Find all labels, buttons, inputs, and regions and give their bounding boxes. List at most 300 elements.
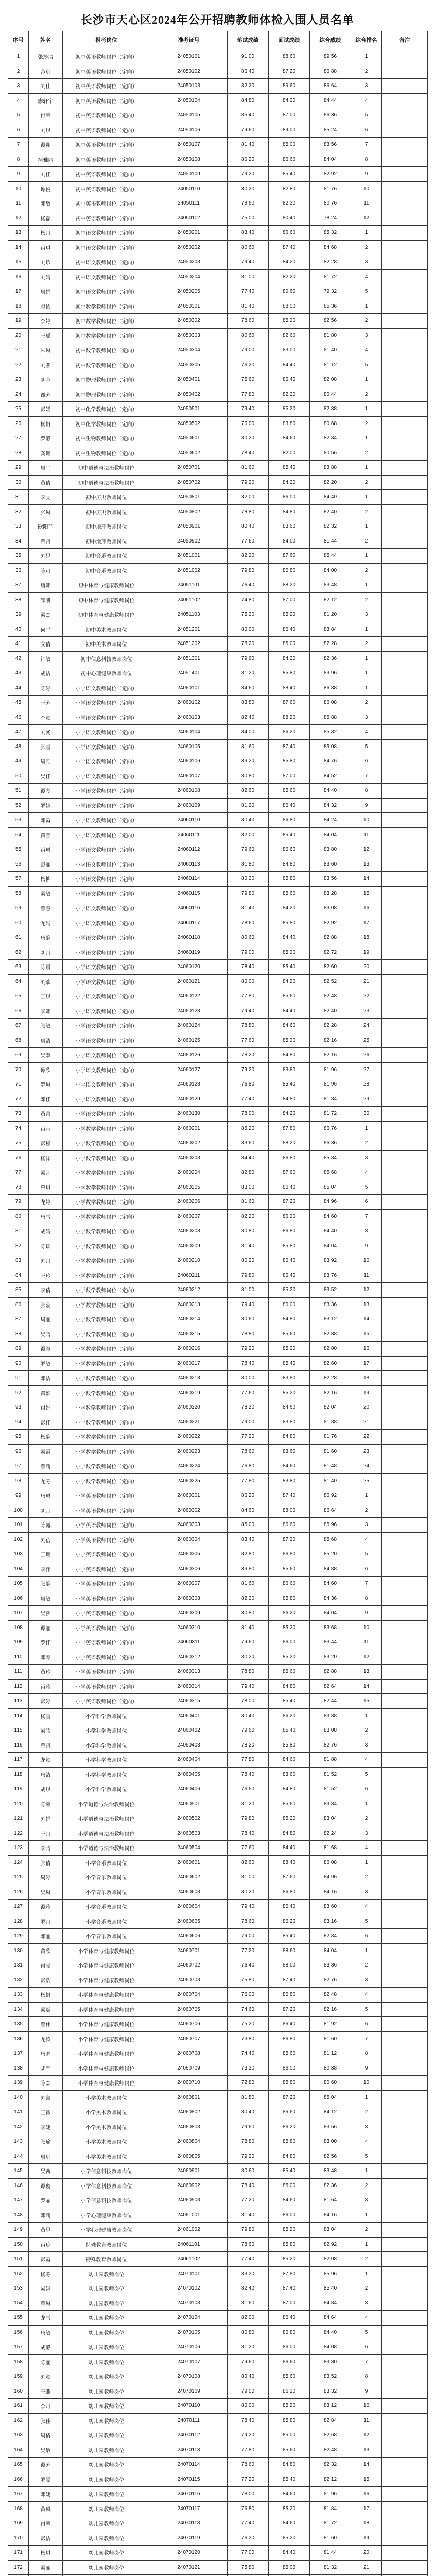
table-cell: 陈蓉 (29, 1797, 63, 1811)
table-cell: 86.60 (269, 226, 310, 241)
table-cell (382, 622, 428, 637)
table-row (8, 519, 428, 534)
table-cell: 12 (351, 1283, 382, 1298)
table-cell: 139 (8, 2076, 29, 2091)
table-cell: 82.40 (310, 1004, 351, 1019)
table-cell: 78.80 (228, 1019, 269, 1033)
table-cell: 小学语文教师岗位（定向） (63, 989, 150, 1004)
table-cell: 12 (351, 842, 382, 857)
table-row (8, 651, 428, 666)
table-cell: 81.60 (228, 2296, 269, 2311)
table-cell: 85.40 (269, 1723, 310, 1738)
table-body (8, 49, 428, 2576)
table-cell: 24060128 (150, 1077, 228, 1092)
table-cell: 77.20 (228, 2472, 269, 2487)
table-cell: 159 (8, 2369, 29, 2384)
table-cell: 153 (8, 2281, 29, 2296)
table-cell (382, 1327, 428, 1342)
table-cell: 85.60 (269, 989, 310, 1004)
table-cell: 1 (351, 2164, 382, 2179)
table-cell: 邓婕 (29, 2487, 63, 2502)
table-cell: 80.60 (228, 1312, 269, 1327)
table-row (8, 2560, 428, 2575)
table-cell (382, 1562, 428, 1577)
table-cell: 24060708 (150, 2046, 228, 2061)
table-cell: 75.00 (228, 211, 269, 226)
table-cell: 85.32 (310, 226, 351, 241)
table-cell: 87.40 (269, 739, 310, 754)
table-cell: 81.40 (228, 901, 269, 916)
table-cell: 81.40 (228, 1239, 269, 1253)
table-cell: 24060104 (150, 725, 228, 740)
table-cell: 84.80 (269, 504, 310, 519)
table-row (8, 284, 428, 299)
table-cell: 3 (351, 710, 382, 725)
table-cell (382, 666, 428, 681)
table-cell: 57 (8, 872, 29, 887)
table-cell (382, 2076, 428, 2091)
table-cell: 83.60 (228, 1136, 269, 1151)
table-cell: 8 (8, 152, 29, 167)
table-cell: 小学语文教师岗位（定向） (63, 769, 150, 784)
table-cell: 24050902 (150, 534, 228, 549)
table-cell (382, 1958, 428, 1973)
table-cell: 71 (8, 1077, 29, 1092)
table-cell: 82.20 (228, 79, 269, 94)
table-cell: 84.80 (269, 1782, 310, 1797)
table-cell: 2 (351, 1136, 382, 1151)
table-cell: 唐雪 (29, 1209, 63, 1224)
table-cell: 24060102 (150, 696, 228, 710)
table-cell: 24070105 (150, 2325, 228, 2340)
table-cell: 刘畅 (29, 725, 63, 740)
table-cell: 79 (8, 1195, 29, 1210)
table-cell: 124 (8, 1855, 29, 1870)
table-cell: 24060221 (150, 1415, 228, 1430)
table-cell: 82.88 (310, 930, 351, 945)
table-cell: 柯雅丽 (29, 152, 63, 167)
table-cell: 幼儿园教师岗位 (63, 2296, 150, 2311)
table-cell: 初中英语教师岗位（定向） (63, 79, 150, 94)
table-cell: 唐静 (29, 930, 63, 945)
table-cell: 80.60 (310, 2076, 351, 2091)
table-cell: 81.60 (228, 739, 269, 754)
table-cell: 80.20 (228, 1253, 269, 1268)
table-cell: 85.32 (310, 725, 351, 740)
table-cell: 罗晶 (29, 2193, 63, 2208)
table-row (8, 314, 428, 329)
table-row (8, 1092, 428, 1107)
table-cell: 79.60 (228, 651, 269, 666)
table-cell: 45 (8, 696, 29, 710)
table-cell: 126 (8, 1885, 29, 1900)
table-cell: 63 (8, 960, 29, 975)
table-cell: 83.20 (310, 1650, 351, 1665)
table-cell: 罗琳 (29, 1077, 63, 1092)
table-cell: 84.20 (269, 974, 310, 989)
table-cell: 87.60 (269, 549, 310, 564)
table-cell: 谭芳 (29, 2458, 63, 2472)
table-cell: 69 (8, 1048, 29, 1063)
table-cell: 83.56 (310, 138, 351, 152)
table-row (8, 1767, 428, 1782)
table-cell: 82.80 (310, 1342, 351, 1357)
table-cell: 83.20 (228, 2266, 269, 2281)
table-cell (382, 1283, 428, 1298)
table-row (8, 2208, 428, 2223)
table-cell: 97 (8, 1459, 29, 1474)
table-cell: 73 (8, 1107, 29, 1122)
table-row (8, 1811, 428, 1826)
table-cell: 85.20 (269, 1650, 310, 1665)
table-cell: 165 (8, 2458, 29, 2472)
table-cell: 4 (351, 1753, 382, 1768)
table-cell: 小学美术教师岗位 (63, 2134, 150, 2149)
table-cell: 83.60 (269, 1444, 310, 1459)
table-cell: 10 (351, 181, 382, 196)
table-cell: 86.80 (269, 2325, 310, 2340)
table-cell: 11 (8, 196, 29, 211)
table-row (8, 2531, 428, 2546)
header-cell: 备注 (382, 31, 428, 49)
table-cell: 1 (351, 402, 382, 417)
table-cell: 123 (8, 1841, 29, 1856)
table-cell: 3 (8, 79, 29, 94)
table-cell: 李婷 (29, 314, 63, 329)
table-cell: 24060203 (150, 1150, 228, 1165)
table-cell: 82.28 (310, 637, 351, 652)
table-cell: 24050106 (150, 123, 228, 138)
table-cell: 周宇 (29, 461, 63, 476)
table-cell: 24050102 (150, 64, 228, 79)
table-row (8, 1665, 428, 1680)
table-cell: 24070119 (150, 2531, 228, 2546)
table-cell: 24060223 (150, 1444, 228, 1459)
table-row (8, 930, 428, 945)
table-cell: 初中生物教师岗位（定向） (63, 431, 150, 446)
table-row (8, 549, 428, 564)
table-cell (382, 592, 428, 607)
table-cell: 初中美术教师岗位 (63, 637, 150, 652)
table-cell: 14 (351, 872, 382, 887)
table-cell: 78.20 (228, 1738, 269, 1753)
table-cell: 24060217 (150, 1356, 228, 1371)
table-cell: 84.20 (269, 901, 310, 916)
table-cell: 3 (351, 2120, 382, 2134)
table-cell: 83.40 (228, 1532, 269, 1547)
table-row (8, 1473, 428, 1488)
table-cell (382, 1900, 428, 1914)
table-cell: 85.24 (310, 123, 351, 138)
table-row (8, 2311, 428, 2326)
table-cell: 20 (351, 1400, 382, 1415)
table-cell: 12 (351, 2428, 382, 2443)
table-row (8, 827, 428, 842)
table-cell: 82.88 (310, 1665, 351, 1680)
table-cell: 82.08 (310, 372, 351, 387)
table-cell: 24060312 (150, 1650, 228, 1665)
table-cell: 88.60 (269, 1943, 310, 1958)
table-cell: 84.08 (310, 2340, 351, 2355)
table-cell: 2 (351, 240, 382, 255)
table-cell: 7 (351, 1209, 382, 1224)
table-cell (382, 475, 428, 490)
table-cell (382, 1356, 428, 1371)
table-cell (382, 1415, 428, 1430)
table-cell: 李颖 (29, 710, 63, 725)
table-cell: 初中体育与健康教师岗位 (63, 607, 150, 622)
table-cell: 小学体育与健康教师岗位 (63, 2002, 150, 2017)
table-cell (382, 1385, 428, 1400)
table-cell: 24060315 (150, 1694, 228, 1709)
table-cell: 79.80 (228, 886, 269, 901)
table-cell: 10 (351, 1253, 382, 1268)
table-cell: 83.60 (269, 519, 310, 534)
table-cell: 81.72 (310, 269, 351, 284)
table-cell: 曾琳 (29, 2296, 63, 2311)
table-cell: 84.20 (269, 93, 310, 108)
table-cell: 47 (8, 725, 29, 740)
table-cell (382, 1092, 428, 1107)
table-cell: 82.20 (269, 269, 310, 284)
table-cell: 83.48 (310, 578, 351, 593)
table-cell: 82.16 (310, 2002, 351, 2017)
table-cell: 24060703 (150, 1973, 228, 1988)
table-cell: 86.20 (269, 1708, 310, 1723)
table-cell: 9 (8, 167, 29, 182)
table-cell: 82.76 (310, 1973, 351, 1988)
table-row (8, 1253, 428, 1268)
table-cell: 83.56 (310, 2120, 351, 2134)
table-row (8, 1606, 428, 1621)
table-cell: 83.40 (228, 226, 269, 241)
table-cell: 24060209 (150, 1239, 228, 1253)
table-cell: 76.40 (228, 1958, 269, 1973)
table-row (8, 1723, 428, 1738)
table-cell: 85.04 (310, 1180, 351, 1195)
table-cell: 肖琳 (29, 842, 63, 857)
table-cell: 82.84 (310, 1929, 351, 1944)
table-cell: 70 (8, 1062, 29, 1077)
table-cell: 141 (8, 2105, 29, 2120)
table-cell: 15 (351, 1694, 382, 1709)
table-cell: 小学信息科技教师岗位 (63, 2164, 150, 2179)
table-cell: 48 (8, 739, 29, 754)
table-cell: 肖强 (29, 1958, 63, 1973)
table-cell: 82.44 (310, 1694, 351, 1709)
table-cell: 小学英语教师岗位（定向） (63, 1591, 150, 1606)
table-row (8, 696, 428, 710)
table-cell (382, 181, 428, 196)
table-cell: 24060202 (150, 1136, 228, 1151)
table-cell: 1 (351, 578, 382, 593)
table-cell (382, 2266, 428, 2281)
table-cell: 32 (8, 504, 29, 519)
table-cell: 25 (351, 1473, 382, 1488)
table-cell: 初中英语教师岗位（定向） (63, 108, 150, 123)
table-cell: 75.20 (228, 607, 269, 622)
table-cell: 133 (8, 1988, 29, 2003)
table-cell: 24060309 (150, 1606, 228, 1621)
table-row (8, 1855, 428, 1870)
table-cell: 6 (351, 1782, 382, 1797)
table-cell: 81.60 (310, 2031, 351, 2046)
table-cell: 36 (8, 563, 29, 578)
table-cell: 85.60 (269, 2046, 310, 2061)
table-cell: 4 (351, 725, 382, 740)
table-cell (382, 2369, 428, 2384)
table-cell: 小学道德与法治教师岗位 (63, 1841, 150, 1856)
table-cell: 154 (8, 2296, 29, 2311)
table-cell: 146 (8, 2178, 29, 2193)
table-cell: 小学语文教师岗位（定向） (63, 710, 150, 725)
table-cell: 24051102 (150, 592, 228, 607)
table-row (8, 1077, 428, 1092)
table-cell: 邓敏 (29, 196, 63, 211)
table-cell: 初中英语教师岗位（定向） (63, 181, 150, 196)
table-cell: 小学体育与健康教师岗位 (63, 2017, 150, 2032)
table-cell (382, 108, 428, 123)
table-row (8, 1679, 428, 1694)
table-cell: 4 (351, 1165, 382, 1180)
table-cell: 胡静 (29, 2340, 63, 2355)
table-cell: 82.72 (310, 945, 351, 960)
table-cell: 24050112 (150, 211, 228, 226)
table-cell: 刘颖 (29, 2369, 63, 2384)
table-cell: 84.96 (310, 1195, 351, 1210)
table-cell: 24060302 (150, 1503, 228, 1518)
table-cell: 79.60 (228, 842, 269, 857)
table-cell (382, 1459, 428, 1474)
table-row (8, 1870, 428, 1885)
table-cell: 24060224 (150, 1459, 228, 1474)
table-cell: 小学美术教师岗位 (63, 2149, 150, 2164)
table-cell: 小学语文教师岗位（定向） (63, 1004, 150, 1019)
table-cell: 8 (351, 152, 382, 167)
table-cell (382, 152, 428, 167)
table-cell: 16 (351, 1342, 382, 1357)
table-cell: 幼儿园教师岗位 (63, 2443, 150, 2458)
table-cell: 5 (351, 1547, 382, 1562)
table-cell: 83.52 (310, 2369, 351, 2384)
table-cell: 85.96 (310, 1518, 351, 1533)
table-cell: 13 (351, 1665, 382, 1680)
header-cell: 综合成绩 (310, 31, 351, 49)
table-cell: 24060702 (150, 1958, 228, 1973)
table-cell (382, 1929, 428, 1944)
table-cell: 2 (351, 1870, 382, 1885)
table-cell: 5 (351, 284, 382, 299)
table-cell: 77.40 (228, 1092, 269, 1107)
table-cell: 80.80 (228, 1224, 269, 1239)
table-cell (382, 2252, 428, 2267)
table-cell: 小学数学教师岗位（定向） (63, 1121, 150, 1136)
table-cell: 86.80 (269, 1224, 310, 1239)
table-cell: 80.80 (228, 2325, 269, 2340)
table-cell: 小学心理健康教师岗位 (63, 2208, 150, 2223)
table-row (8, 1121, 428, 1136)
table-row (8, 769, 428, 784)
table-cell (382, 49, 428, 64)
table-cell: 曾丹 (29, 534, 63, 549)
table-cell: 85.20 (269, 1283, 310, 1298)
table-cell: 初中英语教师岗位（定向） (63, 123, 150, 138)
table-cell (382, 1679, 428, 1694)
table-row (8, 108, 428, 123)
table-cell: 小学科学教师岗位 (63, 1753, 150, 1768)
table-cell: 80.60 (228, 930, 269, 945)
table-cell: 24060801 (150, 2090, 228, 2105)
table-cell (382, 2090, 428, 2105)
table-cell: 120 (8, 1797, 29, 1811)
header-cell: 姓名 (29, 31, 63, 49)
table-cell: 初中化学教师岗位（定向） (63, 416, 150, 431)
table-cell: 4 (351, 93, 382, 108)
table-cell: 84.80 (269, 1312, 310, 1327)
table-cell: 21 (351, 974, 382, 989)
table-cell: 2 (351, 534, 382, 549)
table-cell: 81.40 (310, 1473, 351, 1488)
table-cell (382, 1943, 428, 1958)
table-cell: 小学英语教师岗位（定向） (63, 1532, 150, 1547)
table-cell (382, 299, 428, 314)
table-cell: 1 (351, 372, 382, 387)
table-cell: 易凡 (29, 1165, 63, 1180)
table-cell: 24060402 (150, 1723, 228, 1738)
table-cell: 83.28 (310, 886, 351, 901)
table-row (8, 1356, 428, 1371)
table-cell: 83.20 (228, 754, 269, 769)
table-cell: 78.60 (228, 1444, 269, 1459)
table-cell: 小学数学教师岗位（定向） (63, 1283, 150, 1298)
table-cell: 小学语文教师岗位（定向） (63, 930, 150, 945)
table-row (8, 211, 428, 226)
table-cell: 75.80 (228, 2560, 269, 2575)
table-cell: 8 (351, 784, 382, 799)
table-cell: 59 (8, 901, 29, 916)
table-cell: 58 (8, 886, 29, 901)
table-cell: 小学体育与健康教师岗位 (63, 2076, 150, 2091)
table-cell: 21 (351, 1415, 382, 1430)
table-cell (382, 681, 428, 696)
table-cell: 小学语文教师岗位（定向） (63, 1033, 150, 1048)
table-cell (382, 549, 428, 564)
table-cell: 82.20 (269, 196, 310, 211)
table-cell: 84.40 (310, 784, 351, 799)
table-cell: 24050105 (150, 108, 228, 123)
table-cell: 24060606 (150, 1929, 228, 1944)
table-cell (382, 1694, 428, 1709)
table-cell: 22 (351, 1430, 382, 1445)
table-cell: 24070112 (150, 2428, 228, 2443)
table-cell: 82.68 (310, 2428, 351, 2443)
table-cell: 85.40 (269, 167, 310, 182)
table-cell: 24061002 (150, 2223, 228, 2238)
table-cell: 14 (8, 240, 29, 255)
table-cell: 81.60 (228, 1195, 269, 1210)
table-cell (382, 886, 428, 901)
table-cell: 65 (8, 989, 29, 1004)
table-cell: 86.00 (269, 2340, 310, 2355)
table-cell: 82.28 (310, 1019, 351, 1033)
table-cell: 82.04 (310, 1400, 351, 1415)
table-cell: 86.40 (269, 2017, 310, 2032)
table-cell: 87.20 (269, 1532, 310, 1547)
table-cell: 24060213 (150, 1297, 228, 1312)
table-cell: 小学科学教师岗位 (63, 1723, 150, 1738)
table-cell: 1 (351, 490, 382, 505)
table-cell: 张佳 (29, 2413, 63, 2428)
